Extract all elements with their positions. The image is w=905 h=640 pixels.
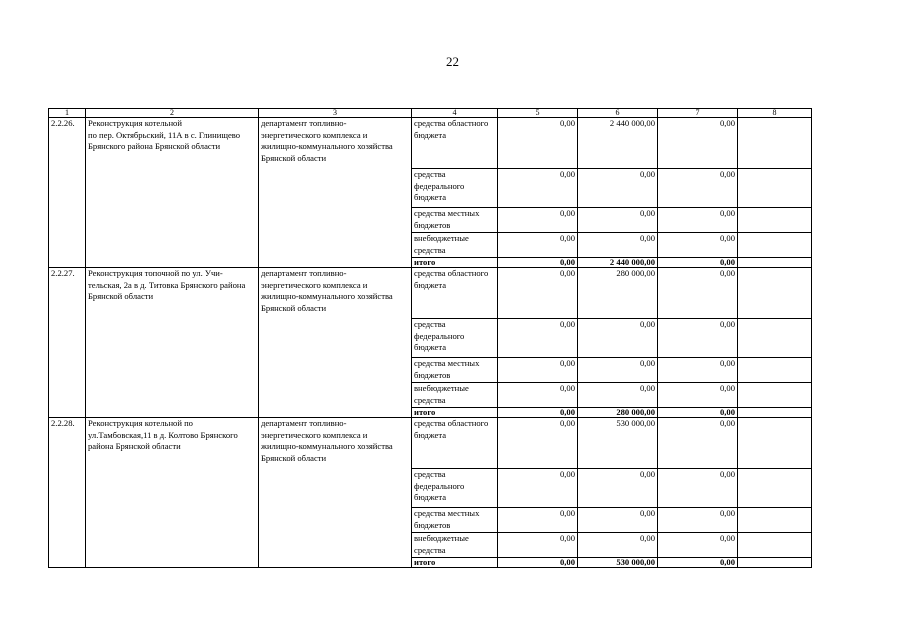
value-c7: 0,00	[658, 319, 738, 358]
value-c8	[738, 258, 812, 268]
text-line: внебюджетные	[414, 383, 469, 393]
text-line: средства	[414, 244, 446, 255]
value-c5: 0,00	[498, 208, 578, 233]
funding-source	[412, 469, 498, 508]
funding-source	[412, 268, 498, 319]
value-c8	[738, 358, 812, 383]
text-line: средства	[414, 169, 446, 179]
funding-source	[412, 169, 498, 208]
value-c8	[738, 558, 812, 568]
text-line: средства	[414, 469, 446, 479]
value-c6: 0,00	[578, 358, 658, 383]
value-c5: 0,00	[498, 118, 578, 169]
value-c7: 0,00	[658, 408, 738, 418]
table-row	[49, 118, 812, 169]
text-line: энергетического комплекса и	[261, 279, 368, 290]
column-header-8: 8	[738, 109, 812, 118]
value-c7: 0,00	[658, 208, 738, 233]
text-line: средства местных	[414, 208, 480, 218]
value-c8	[738, 233, 812, 258]
column-header-7: 7	[658, 109, 738, 118]
value-c6: 0,00	[578, 383, 658, 408]
text-line: внебюджетные	[414, 233, 469, 243]
text-line: федерального	[414, 330, 465, 341]
value-c7: 0,00	[658, 558, 738, 568]
text-line: Брянской области	[88, 291, 154, 302]
text-line: бюджетов	[414, 519, 451, 530]
funding-source	[412, 258, 498, 268]
value-c5: 0,00	[498, 533, 578, 558]
value-c8	[738, 533, 812, 558]
item-name	[86, 118, 259, 268]
table-row	[49, 268, 812, 319]
funding-source	[412, 508, 498, 533]
value-c7: 0,00	[658, 469, 738, 508]
text-line: энергетического комплекса и	[261, 429, 368, 440]
item-name	[86, 418, 259, 568]
funding-source	[412, 408, 498, 418]
item-executor	[259, 118, 412, 268]
value-c5: 0,00	[498, 383, 578, 408]
value-c8	[738, 268, 812, 319]
value-c6: 0,00	[578, 469, 658, 508]
value-c7: 0,00	[658, 358, 738, 383]
value-c5: 0,00	[498, 558, 578, 568]
text-line: федерального	[414, 180, 465, 191]
text-line: бюджета	[414, 279, 447, 290]
value-c5: 0,00	[498, 268, 578, 319]
value-c6: 280 000,00	[578, 268, 658, 319]
text-line: Реконструкция топочной по ул. Учи-	[88, 268, 223, 278]
value-c8	[738, 418, 812, 469]
value-c5: 0,00	[498, 358, 578, 383]
value-c6: 530 000,00	[578, 558, 658, 568]
budget-table	[48, 108, 812, 568]
text-line: района Брянской области	[88, 441, 181, 452]
value-c7: 0,00	[658, 118, 738, 169]
value-c7: 0,00	[658, 508, 738, 533]
text-line: средства областного	[414, 118, 489, 128]
text-line: федерального	[414, 480, 465, 491]
text-line: бюджетов	[414, 219, 451, 230]
funding-source	[412, 418, 498, 469]
text-line: Брянского района Брянской области	[88, 141, 221, 152]
text-line: средства областного	[414, 418, 489, 428]
value-c8	[738, 508, 812, 533]
value-c5: 0,00	[498, 469, 578, 508]
text-line: бюджетов	[414, 369, 451, 380]
text-line: средства	[414, 544, 446, 555]
column-header-4: 4	[412, 109, 498, 118]
value-c8	[738, 319, 812, 358]
value-c5: 0,00	[498, 408, 578, 418]
value-c8	[738, 118, 812, 169]
funding-source	[412, 319, 498, 358]
text-line: департамент топливно-	[261, 418, 347, 428]
item-executor	[259, 418, 412, 568]
value-c8	[738, 408, 812, 418]
text-line: энергетического комплекса и	[261, 129, 368, 140]
text-line: средства	[414, 394, 446, 405]
text-line: Брянской области	[261, 452, 327, 463]
page-number: 22	[446, 54, 459, 69]
text-line: итого	[414, 257, 436, 267]
text-line: внебюджетные	[414, 533, 469, 543]
value-c6: 530 000,00	[578, 418, 658, 469]
value-c6: 0,00	[578, 208, 658, 233]
value-c5: 0,00	[498, 233, 578, 258]
item-name	[86, 268, 259, 418]
text-line: средства	[414, 319, 446, 329]
funding-source	[412, 533, 498, 558]
text-line: жилищно-коммунального хозяйства	[261, 141, 393, 152]
value-c5: 0,00	[498, 508, 578, 533]
value-c6: 0,00	[578, 533, 658, 558]
text-line: бюджета	[414, 429, 447, 440]
value-c5: 0,00	[498, 258, 578, 268]
value-c6: 2 440 000,00	[578, 258, 658, 268]
item-code: 2.2.27.	[49, 268, 86, 418]
funding-source	[412, 118, 498, 169]
value-c8	[738, 469, 812, 508]
text-line: средства областного	[414, 268, 489, 278]
value-c6: 280 000,00	[578, 408, 658, 418]
text-line: Реконструкция котельной	[88, 118, 182, 128]
column-header-2: 2	[86, 109, 259, 118]
text-line: средства местных	[414, 508, 480, 518]
item-code: 2.2.28.	[49, 418, 86, 568]
value-c6: 0,00	[578, 508, 658, 533]
column-header-3: 3	[259, 109, 412, 118]
value-c6: 0,00	[578, 233, 658, 258]
value-c7: 0,00	[658, 258, 738, 268]
text-line: итого	[414, 557, 436, 567]
funding-source	[412, 358, 498, 383]
table-header	[49, 109, 812, 118]
text-line: бюджета	[414, 192, 447, 203]
text-line: Брянской области	[261, 302, 327, 313]
item-executor	[259, 268, 412, 418]
text-line: Брянской области	[261, 152, 327, 163]
text-line: бюджета	[414, 492, 447, 503]
column-header-5: 5	[498, 109, 578, 118]
value-c8	[738, 169, 812, 208]
text-line: департамент топливно-	[261, 268, 347, 278]
text-line: средства местных	[414, 358, 480, 368]
funding-source	[412, 233, 498, 258]
value-c5: 0,00	[498, 319, 578, 358]
text-line: ул.Тамбовская,11 в д. Колтово Брянского	[88, 429, 238, 440]
text-line: бюджета	[414, 129, 447, 140]
value-c7: 0,00	[658, 169, 738, 208]
value-c7: 0,00	[658, 533, 738, 558]
text-line: итого	[414, 407, 436, 417]
text-line: по пер. Октябрьский, 11А в с. Глинищево	[88, 129, 241, 140]
value-c6: 0,00	[578, 319, 658, 358]
text-line: департамент топливно-	[261, 118, 347, 128]
funding-source	[412, 383, 498, 408]
text-line: жилищно-коммунального хозяйства	[261, 441, 393, 452]
value-c7: 0,00	[658, 233, 738, 258]
funding-source	[412, 558, 498, 568]
text-line: жилищно-коммунального хозяйства	[261, 291, 393, 302]
funding-source	[412, 208, 498, 233]
value-c8	[738, 208, 812, 233]
value-c6: 2 440 000,00	[578, 118, 658, 169]
column-header-6: 6	[578, 109, 658, 118]
table-row	[49, 418, 812, 469]
text-line: Реконструкция котельной по	[88, 418, 193, 428]
column-header-1: 1	[49, 109, 86, 118]
value-c7: 0,00	[658, 268, 738, 319]
value-c5: 0,00	[498, 169, 578, 208]
value-c7: 0,00	[658, 383, 738, 408]
text-line: тельская, 2а в д. Титовка Брянского района	[88, 279, 246, 290]
value-c7: 0,00	[658, 418, 738, 469]
value-c5: 0,00	[498, 418, 578, 469]
text-line: бюджета	[414, 342, 447, 353]
value-c8	[738, 383, 812, 408]
value-c6: 0,00	[578, 169, 658, 208]
item-code: 2.2.26.	[49, 118, 86, 268]
